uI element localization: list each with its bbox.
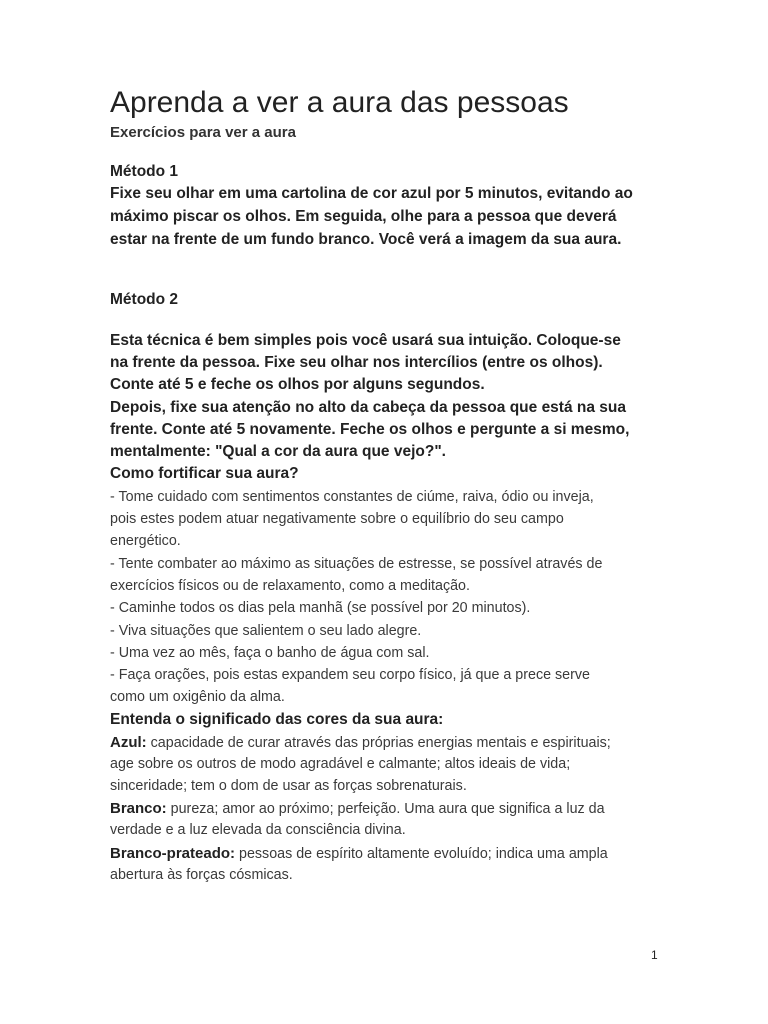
fortificar-line: pois estes podem atuar negativamente sobre o equilíbrio do seu campo [110, 511, 564, 527]
metodo1-line: máximo piscar os olhos. Em seguida, olhe para a pessoa que deverá [110, 208, 617, 225]
page-title: Aprenda a ver a aura das pessoas [110, 86, 569, 119]
metodo1-line: estar na frente de um fundo branco. Você verá a imagem da sua aura. [110, 231, 622, 248]
metodo2-heading: Método 2 [110, 291, 179, 308]
metodo2-line: Esta técnica é bem simples pois você usará sua intuição. Coloque-se [110, 332, 621, 349]
branco-text: pureza; amor ao próximo; perfeição. Uma aura que significa a luz da [166, 801, 605, 817]
azul-line [110, 734, 611, 751]
fortificar-line: - Caminhe todos os dias pela manhã (se possível por 20 minutos). [110, 600, 531, 616]
branco-label: Branco: [110, 800, 167, 817]
branco-line [110, 800, 605, 817]
azul-line: sinceridade; tem o dom de usar as forças sobrenaturais. [110, 778, 467, 794]
metodo2-line: Depois, fixe sua atenção no alto da cabeça da pessoa que está na sua [110, 399, 626, 416]
metodo1-line: Fixe seu olhar em uma cartolina de cor azul por 5 minutos, evitando ao [110, 185, 633, 202]
prateado-text: pessoas de espírito altamente evoluído; indica uma ampla [235, 846, 608, 862]
fortificar-line: - Faça orações, pois estas expandem seu corpo físico, já que a prece serve [110, 667, 590, 683]
fortificar-line: - Tente combater ao máximo as situações de estresse, se possível através de [110, 556, 603, 572]
metodo2-line: frente. Conte até 5 novamente. Feche os olhos e pergunte a si mesmo, [110, 421, 630, 438]
metodo2-line: na frente da pessoa. Fixe seu olhar nos intercílios (entre os olhos). [110, 354, 603, 371]
fortificar-line: - Uma vez ao mês, faça o banho de água com sal. [110, 645, 430, 661]
metodo1-heading: Método 1 [110, 163, 179, 180]
azul-line: age sobre os outros de modo agradável e calmante; altos ideais de vida; [110, 756, 571, 772]
subtitle: Exercícios para ver a aura [110, 124, 296, 141]
fortificar-line: - Viva situações que salientem o seu lado alegre. [110, 623, 422, 639]
metodo2-line: Conte até 5 e feche os olhos por alguns segundos. [110, 376, 485, 393]
cores-heading: Entenda o significado das cores da sua aura: [110, 711, 444, 728]
fortificar-line: energético. [110, 533, 181, 549]
prateado-line: abertura às forças cósmicas. [110, 867, 293, 883]
prateado-label: Branco-prateado: [110, 845, 236, 862]
branco-line: verdade e a luz elevada da consciência divina. [110, 822, 406, 838]
azul-text: capacidade de curar através das próprias energias mentais e espirituais; [146, 735, 611, 751]
metodo2-line: mentalmente: "Qual a cor da aura que vejo?". [110, 443, 446, 460]
prateado-line [110, 845, 608, 862]
fortificar-line: - Tome cuidado com sentimentos constantes de ciúme, raiva, ódio ou inveja, [110, 489, 594, 505]
azul-label: Azul: [110, 734, 147, 751]
fortificar-heading: Como fortificar sua aura? [110, 465, 299, 482]
fortificar-line: exercícios físicos ou de relaxamento, como a meditação. [110, 578, 470, 594]
page-number: 1 [651, 948, 658, 962]
fortificar-line: como um oxigênio da alma. [110, 689, 285, 705]
